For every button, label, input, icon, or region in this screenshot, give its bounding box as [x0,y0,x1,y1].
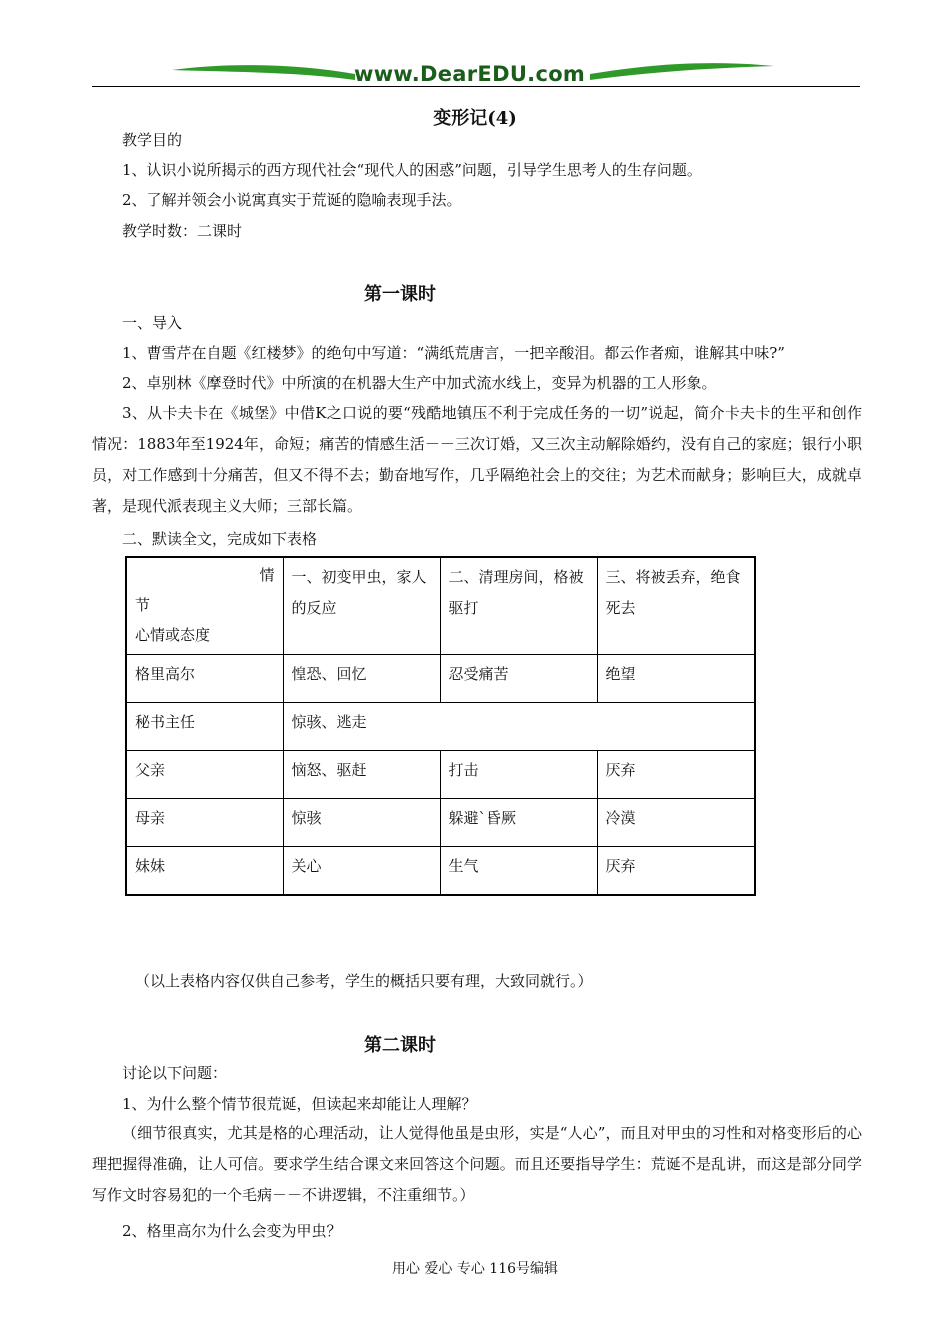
lesson1-item2: 2、卓别林《摩登时代》中所演的在机器大生产中加式流水线上，变异为机器的工人形象。 [122,374,717,392]
lesson2-intro: 讨论以下问题： [122,1064,228,1082]
corner-mid: 节 [135,596,151,614]
row-cell: 恼怒、驱赶 [283,751,440,799]
lesson1-heading: 第一课时 [364,284,436,305]
row-cell: 厌弃 [597,751,755,799]
row-cell: 躲避`昏厥 [440,799,597,847]
row-cell: 冷漠 [597,799,755,847]
lesson1-section1: 一、导入 [122,314,183,332]
table-note: （以上表格内容仅供自己参考，学生的概括只要有理，大致同就行。） [135,972,593,990]
table-corner-cell [126,557,283,655]
row-cell: 绝望 [597,655,755,703]
goal-1: 1、认识小说所揭示的西方现代社会“现代人的困惑”问题，引导学生思考人的生存问题。 [122,161,702,179]
row-cell: 惶恐、回忆 [283,655,440,703]
row-name: 父亲 [126,751,283,799]
page-footer: 用心 爱心 专心 116号编辑 [391,1261,559,1277]
row-name: 母亲 [126,799,283,847]
row-cell: 关心 [283,847,440,895]
corner-bottom: 心情或态度 [135,626,211,644]
corner-top: 情 [259,566,275,584]
lesson2-heading: 第二课时 [364,1035,436,1056]
page-title: 变形记(4) [433,108,517,129]
plot-table [125,556,756,896]
header-rule [92,86,860,87]
table-col-1: 一、初变甲虫，家人的反应 [283,557,440,655]
teaching-hours: 教学时数：二课时 [122,222,243,240]
row-cell: 忍受痛苦 [440,655,597,703]
row-cell: 厌弃 [597,847,755,895]
row-cell: 生气 [440,847,597,895]
table-row [126,799,755,847]
lesson2-answer-1: （细节很真实，尤其是格的心理活动，让人觉得他虽是虫形，实是“人心”，而且对甲虫的习性和对格变形后的心理把握得准确，让人可信。要求学生结合课文来回答这个问题。而且还要指导学生：荒诞不是乱讲，而这是部分同学写作文时容易犯的一个毛病－－不讲逻辑，不注重细节。） [92,1124,862,1204]
table-col-2: 二、清理房间，格被驱打 [440,557,597,655]
lesson1-item3: 3、从卡夫卡在《城堡》中借K之口说的要“残酷地镇压不利于完成任务的一切”说起，简介卡夫卡的生平和创作情况：1883年至1924年，命短；痛苦的情感生活－－三次订婚，又三次主动解除婚约，没有自己的家庭；银行小职员，对工作感到十分痛苦，但又不得不去；勤奋地写作，几乎隔绝社会上的交往；为艺术而献身；影响巨大，成就卓著，是现代派表现主义大师；三部长篇。 [92,404,862,515]
row-cell: 惊骇、逃走 [283,703,755,751]
goal-2: 2、了解并领会小说寓真实于荒诞的隐喻表现手法。 [122,191,462,209]
intro-label: 教学目的 [122,131,183,149]
row-cell: 惊骇 [283,799,440,847]
site-logo-text: www.DearEDU.com [354,62,586,86]
table-col-3: 三、将被丢弃，绝食死去 [597,557,755,655]
table-header-row [126,557,755,655]
table-row [126,847,755,895]
row-name: 妹妹 [126,847,283,895]
row-name: 秘书主任 [126,703,283,751]
table-row [126,703,755,751]
lesson1-item1: 1、曹雪芹在自题《红楼梦》的绝句中写道：“满纸荒唐言，一把辛酸泪。都云作者痴，谁解其中味?” [122,344,785,362]
table-row [126,751,755,799]
row-name: 格里高尔 [126,655,283,703]
lesson2-question-1: 1、为什么整个情节很荒诞，但读起来却能让人理解？ [122,1095,477,1113]
lesson2-question-2: 2、格里高尔为什么会变为甲虫？ [122,1222,342,1240]
table-row [126,655,755,703]
lesson1-section2: 二、默读全文，完成如下表格 [122,530,318,548]
row-cell: 打击 [440,751,597,799]
